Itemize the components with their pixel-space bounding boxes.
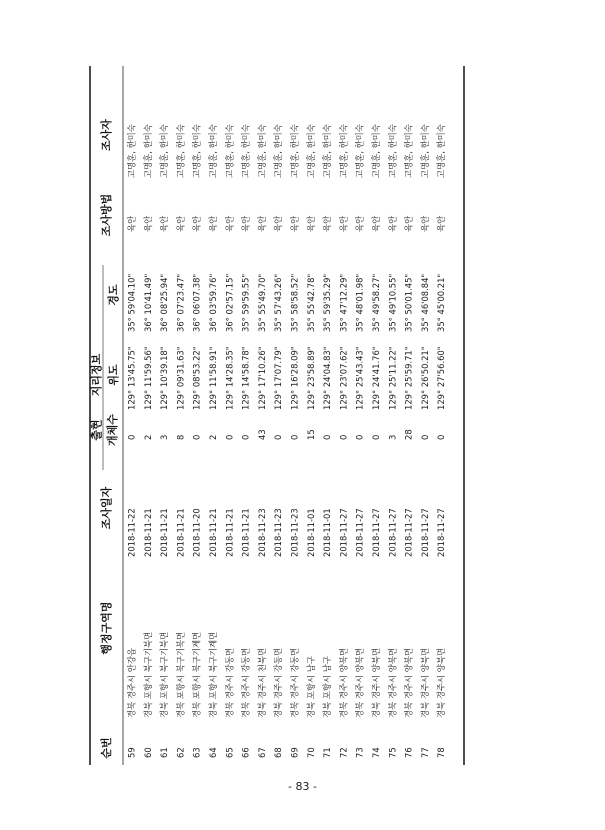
table-row xyxy=(241,124,251,758)
cell-count: 28 xyxy=(403,429,414,440)
cell-admin: 경북 포항시 북구기북면 xyxy=(159,631,170,718)
cell-lon: 36° 02'57.15" xyxy=(224,273,235,332)
cell-method: 육안 xyxy=(305,215,316,232)
cell-count: 3 xyxy=(387,434,398,440)
cell-date: 2018-11-27 xyxy=(436,508,447,557)
cell-lat: 129° 25'59.71" xyxy=(403,346,414,410)
cell-method: 육안 xyxy=(191,215,202,232)
cell-date: 2018-11-21 xyxy=(240,508,251,557)
cell-count: 0 xyxy=(289,434,300,440)
cell-seq: 73 xyxy=(354,747,365,758)
cell-admin: 경북 경주시 양북면 xyxy=(387,647,398,718)
table-row xyxy=(404,124,414,758)
cell-date: 2018-11-23 xyxy=(289,508,300,557)
cell-surveyor: 고명훈, 한미숙 xyxy=(305,124,316,178)
cell-date: 2018-11-21 xyxy=(208,508,218,557)
cell-seq: 64 xyxy=(208,747,218,758)
cell-lon: 35° 57'43.26" xyxy=(273,273,284,332)
cell-lon: 35° 55'42.78" xyxy=(305,273,316,332)
table-row xyxy=(436,124,446,758)
cell-date: 2018-11-23 xyxy=(273,508,284,557)
cell-surveyor: 고명훈, 한미숙 xyxy=(354,124,365,178)
table-row xyxy=(290,124,300,758)
cell-method: 육안 xyxy=(126,215,137,232)
cell-admin: 경북 포항시 남구 xyxy=(305,656,316,718)
cell-lon: 36° 03'59.76" xyxy=(208,273,218,332)
cell-date: 2018-11-21 xyxy=(175,508,186,557)
table-row xyxy=(224,124,234,758)
cell-date: 2018-11-21 xyxy=(224,508,235,557)
cell-date: 2018-11-27 xyxy=(419,508,430,557)
cell-method: 육안 xyxy=(403,215,414,232)
cell-lat: 129° 23'07.62" xyxy=(338,346,349,410)
table-row xyxy=(338,124,348,758)
cell-surveyor: 고명훈, 한미숙 xyxy=(338,124,349,178)
table-row xyxy=(387,124,397,758)
cell-method: 육안 xyxy=(208,215,218,232)
cell-seq: 71 xyxy=(322,747,333,758)
table-row xyxy=(192,124,202,758)
cell-surveyor: 고명훈, 한미숙 xyxy=(240,124,251,178)
cell-lat: 129° 23'58.89" xyxy=(305,346,316,410)
cell-admin: 경북 포항시 북구기북면 xyxy=(175,631,186,718)
cell-admin: 경북 포항시 북구기계면 xyxy=(208,631,218,718)
cell-lat: 129° 25'11.22" xyxy=(387,346,398,410)
cell-date: 2018-11-21 xyxy=(159,508,170,557)
cell-lon: 35° 47'12.29" xyxy=(338,273,349,332)
cell-seq: 67 xyxy=(256,747,267,758)
cell-lat: 129° 25'43.43" xyxy=(354,346,365,410)
cell-surveyor: 고명훈, 한미숙 xyxy=(371,124,381,178)
cell-count: 3 xyxy=(159,434,170,440)
cell-method: 육안 xyxy=(338,215,349,232)
cell-seq: 70 xyxy=(305,747,316,758)
cell-lon: 35° 58'58.52" xyxy=(289,273,300,332)
cell-count: 2 xyxy=(142,434,153,440)
cell-surveyor: 고명훈, 한미숙 xyxy=(273,124,284,178)
cell-lon: 35° 45'00.21" xyxy=(436,273,447,332)
cell-seq: 61 xyxy=(159,747,170,758)
cell-date: 2018-11-01 xyxy=(305,508,316,557)
table-body xyxy=(127,124,447,758)
cell-method: 육안 xyxy=(322,215,333,232)
cell-lon: 35° 59'04.10" xyxy=(126,273,137,332)
table-row xyxy=(371,124,381,758)
cell-lon: 36° 10'41.49" xyxy=(142,273,153,332)
cell-lat: 129° 17'07.79" xyxy=(273,346,284,410)
cell-lat: 129° 24'41.76" xyxy=(371,346,381,410)
cell-lat: 129° 11'59.56" xyxy=(142,346,153,410)
table-row xyxy=(257,124,267,758)
header-surveyor: 조사자 xyxy=(100,119,113,151)
table-row xyxy=(175,124,185,758)
cell-admin: 경북 경주시 양북면 xyxy=(354,647,365,718)
cell-method: 육안 xyxy=(289,215,300,232)
cell-count: 0 xyxy=(240,434,251,440)
cell-surveyor: 고명훈, 한미숙 xyxy=(322,124,333,178)
cell-method: 육안 xyxy=(354,215,365,232)
cell-admin: 경북 경주시 안강읍 xyxy=(126,647,137,718)
cell-method: 육안 xyxy=(240,215,251,232)
cell-date: 2018-11-20 xyxy=(191,508,202,557)
cell-count: 0 xyxy=(126,434,137,440)
cell-date: 2018-11-27 xyxy=(354,508,365,557)
cell-seq: 62 xyxy=(175,747,186,758)
cell-method: 육안 xyxy=(256,215,267,232)
header-admin: 행정구역명 xyxy=(100,601,113,655)
cell-count: 0 xyxy=(322,434,333,440)
cell-lat: 129° 08'53.22" xyxy=(191,346,202,410)
cell-lon: 36° 06'07.38" xyxy=(191,273,202,332)
cell-admin: 경북 포항시 북구기계면 xyxy=(191,631,202,718)
cell-seq: 59 xyxy=(126,747,137,758)
cell-count: 0 xyxy=(338,434,349,440)
cell-lat: 129° 13'45.75" xyxy=(126,346,137,410)
cell-lat: 129° 14'58.78" xyxy=(240,346,251,410)
table-header xyxy=(89,119,120,760)
cell-lat: 129° 14'28.35" xyxy=(224,346,235,410)
cell-count: 0 xyxy=(224,434,235,440)
cell-lat: 129° 27'56.60" xyxy=(436,346,447,410)
cell-count: 0 xyxy=(191,434,202,440)
cell-lat: 129° 24'04.83" xyxy=(322,346,333,410)
cell-surveyor: 고명훈, 한미숙 xyxy=(289,124,300,178)
header-count-bottom: 개체수 xyxy=(106,414,119,446)
cell-seq: 68 xyxy=(273,747,284,758)
cell-admin: 경북 경주시 양북면 xyxy=(419,647,430,718)
cell-lat: 129° 09'31.63" xyxy=(175,346,186,410)
cell-surveyor: 고명훈, 한미숙 xyxy=(224,124,235,178)
header-lat: 위도 xyxy=(107,364,120,386)
cell-date: 2018-11-27 xyxy=(371,508,381,557)
cell-lon: 35° 59'59.55" xyxy=(240,273,251,332)
cell-surveyor: 고명훈, 한미숙 xyxy=(175,124,186,178)
cell-count: 0 xyxy=(419,434,430,440)
cell-surveyor: 고명훈, 한미숙 xyxy=(403,124,414,178)
cell-lat: 129° 11'58.91" xyxy=(208,346,218,410)
cell-count: 0 xyxy=(371,434,381,440)
cell-method: 육안 xyxy=(224,215,235,232)
cell-method: 육안 xyxy=(387,215,398,232)
cell-method: 육안 xyxy=(175,215,186,232)
cell-lat: 129° 10'39.18" xyxy=(159,346,170,410)
header-date: 조사일자 xyxy=(100,486,113,530)
cell-lon: 35° 46'08.84" xyxy=(419,273,430,332)
table-row xyxy=(159,124,169,758)
cell-admin: 경북 경주시 강동면 xyxy=(289,647,300,718)
cell-date: 2018-11-27 xyxy=(403,508,414,557)
cell-method: 육안 xyxy=(371,215,381,232)
cell-method: 육안 xyxy=(436,215,447,232)
cell-admin: 경북 포항시 북구기북면 xyxy=(142,631,153,718)
cell-admin: 경북 경주시 강동면 xyxy=(273,647,284,718)
cell-lon: 35° 50'01.45" xyxy=(403,273,414,332)
cell-seq: 60 xyxy=(142,747,153,758)
header-seq: 순번 xyxy=(100,737,113,759)
cell-surveyor: 고명훈, 한미숙 xyxy=(126,124,137,178)
cell-method: 육안 xyxy=(159,215,170,232)
cell-count: 15 xyxy=(305,429,316,440)
cell-count: 8 xyxy=(175,434,186,440)
cell-admin: 경북 경주시 양북면 xyxy=(338,647,349,718)
cell-seq: 66 xyxy=(240,747,251,758)
cell-lon: 36° 08'25.94" xyxy=(159,273,170,332)
cell-surveyor: 고명훈, 한미숙 xyxy=(191,124,202,178)
cell-seq: 72 xyxy=(338,747,349,758)
cell-lon: 35° 49'58.27" xyxy=(371,273,381,332)
cell-surveyor: 고명훈, 한미숙 xyxy=(256,124,267,178)
cell-lon: 35° 49'10.55" xyxy=(387,273,398,332)
cell-seq: 63 xyxy=(191,747,202,758)
cell-date: 2018-11-21 xyxy=(142,508,153,557)
cell-admin: 경북 경주시 천북면 xyxy=(256,647,267,718)
cell-admin: 경북 경주시 강동면 xyxy=(224,647,235,718)
cell-count: 0 xyxy=(354,434,365,440)
table-row xyxy=(208,124,218,758)
cell-lon: 35° 55'49.70" xyxy=(256,273,267,332)
cell-surveyor: 고명훈, 한미숙 xyxy=(208,124,218,178)
cell-method: 육안 xyxy=(419,215,430,232)
table-row xyxy=(127,124,137,758)
header-geo: 지리정보 xyxy=(90,353,103,397)
cell-seq: 77 xyxy=(419,747,430,758)
cell-surveyor: 고명훈, 한미숙 xyxy=(159,124,170,178)
cell-surveyor: 고명훈, 한미숙 xyxy=(387,124,398,178)
cell-lon: 35° 59'35.29" xyxy=(322,273,333,332)
cell-count: 0 xyxy=(273,434,284,440)
cell-date: 2018-11-27 xyxy=(387,508,398,557)
cell-count: 43 xyxy=(256,429,267,440)
header-count-top: 출현 xyxy=(90,419,103,441)
cell-surveyor: 고명훈, 한미숙 xyxy=(419,124,430,178)
cell-admin: 경북 경주시 양북면 xyxy=(371,647,381,718)
cell-seq: 74 xyxy=(371,747,381,758)
cell-lon: 35° 48'01.98" xyxy=(354,273,365,332)
table-row xyxy=(143,124,153,758)
cell-count: 0 xyxy=(436,434,447,440)
header-lon: 경도 xyxy=(107,284,120,306)
cell-seq: 69 xyxy=(289,747,300,758)
cell-seq: 65 xyxy=(224,747,235,758)
header-method: 조사방법 xyxy=(100,193,113,237)
cell-seq: 75 xyxy=(387,747,398,758)
cell-count: 2 xyxy=(208,434,218,440)
cell-date: 2018-11-01 xyxy=(322,508,333,557)
cell-surveyor: 고명훈, 한미숙 xyxy=(436,124,447,178)
table-row xyxy=(322,124,332,758)
cell-seq: 78 xyxy=(436,747,447,758)
table-row xyxy=(355,124,365,758)
cell-lat: 129° 16'28.09" xyxy=(289,346,300,410)
cell-date: 2018-11-23 xyxy=(256,508,267,557)
cell-date: 2018-11-22 xyxy=(126,508,137,557)
cell-lon: 36° 07'23.47" xyxy=(175,273,186,332)
cell-admin: 경북 경주시 양북면 xyxy=(436,647,447,718)
table-row xyxy=(306,124,316,758)
cell-lat: 129° 26'50.21" xyxy=(419,346,430,410)
cell-surveyor: 고명훈, 한미숙 xyxy=(142,124,153,178)
cell-lat: 129° 17'10.26" xyxy=(256,346,267,410)
cell-seq: 76 xyxy=(403,747,414,758)
page-number: - 83 - xyxy=(288,780,317,793)
cell-admin: 경북 경주시 양북면 xyxy=(403,647,414,718)
cell-admin: 경북 경주시 강동면 xyxy=(240,647,251,718)
cell-date: 2018-11-27 xyxy=(338,508,349,557)
cell-admin: 경북 포항시 남구 xyxy=(322,656,333,718)
table-row xyxy=(420,124,430,758)
cell-method: 육안 xyxy=(142,215,153,232)
cell-method: 육안 xyxy=(273,215,284,232)
table-row xyxy=(273,124,283,758)
